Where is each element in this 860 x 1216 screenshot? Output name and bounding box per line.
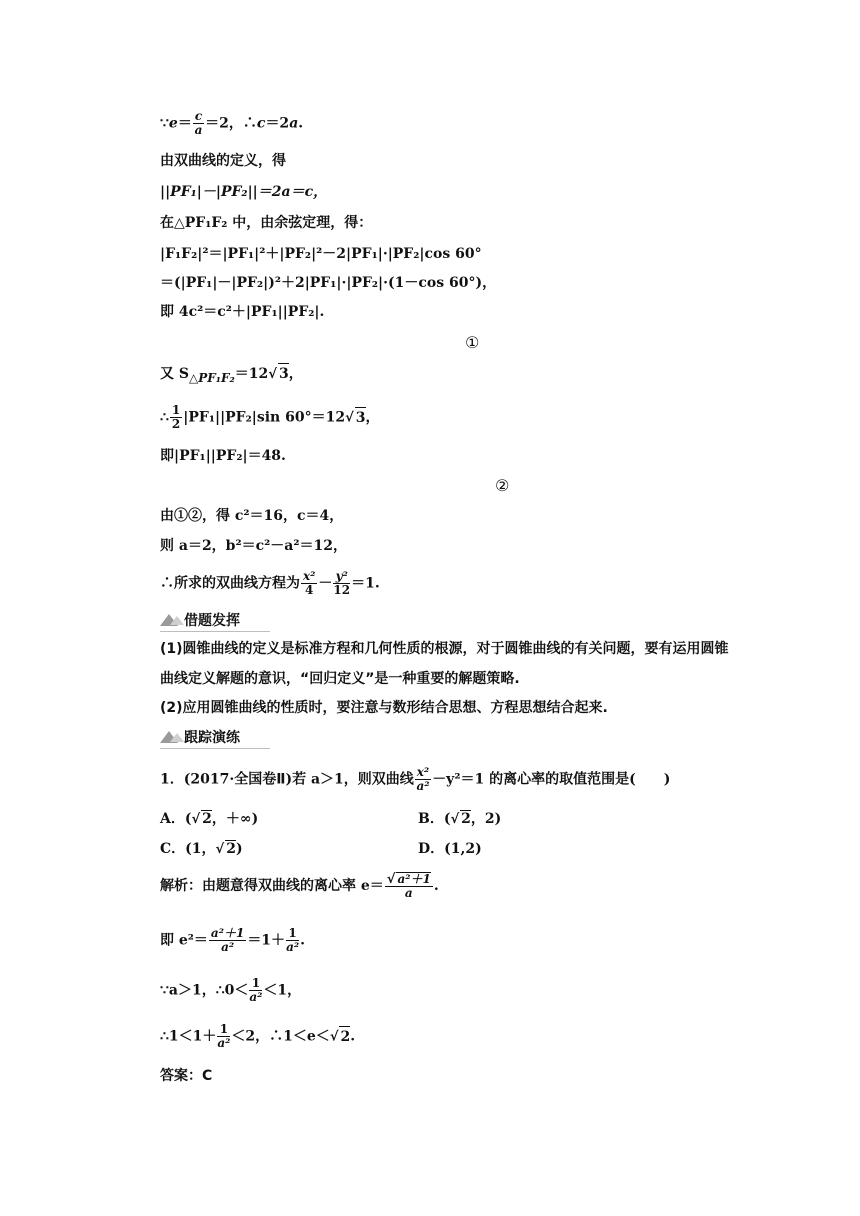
solution-line-1 xyxy=(160,110,303,137)
source-label: 全国卷Ⅱ xyxy=(234,771,286,788)
text: ∴所求的双曲线方程为 xyxy=(160,575,300,592)
text: ， xyxy=(288,366,303,382)
equation-marker-1: ① xyxy=(465,333,480,352)
fraction xyxy=(217,1023,230,1050)
denominator: a² xyxy=(416,779,430,793)
fraction xyxy=(209,927,246,954)
fraction xyxy=(385,872,433,900)
radicand: 2 xyxy=(339,1026,350,1047)
solution-line-9 xyxy=(160,404,380,431)
solution-line-10: 即|PF₁||PF₂|＝48. xyxy=(160,448,286,464)
question-stem xyxy=(160,766,670,793)
text: C．(1， xyxy=(160,841,216,857)
denominator: a xyxy=(194,123,203,137)
text: ＝2 xyxy=(265,115,290,132)
text: 即 e²＝ xyxy=(160,932,208,949)
numerator: c xyxy=(194,109,203,123)
solution-line-8 xyxy=(160,363,303,385)
text: c xyxy=(256,115,266,132)
sqrt-sign: √ xyxy=(345,410,354,426)
numerator: x² xyxy=(416,765,430,779)
triangle-icon xyxy=(160,731,178,743)
denominator: a² xyxy=(249,990,263,1004)
subscript: △PF₁F₂ xyxy=(188,370,235,385)
solution-line-2: 由双曲线的定义，得 xyxy=(160,153,286,169)
solution-line-12: 则 a＝2，b²＝c²－a²＝12， xyxy=(160,538,347,554)
text: B．( xyxy=(418,811,451,827)
note-paragraph-1: (1)圆锥曲线的定义是标准方程和几何性质的根源，对于圆锥曲线的有关问题，要有运用圆锥曲线定义解题的意识，“回归定义”是一种重要的解题策略. xyxy=(160,641,729,687)
analysis-line-2 xyxy=(160,927,305,954)
text: ＜1， xyxy=(263,982,302,999)
solution-line-13 xyxy=(160,570,380,597)
triangle-icon xyxy=(160,614,178,626)
text: ＝1＋ xyxy=(247,932,286,949)
numerator: 1 xyxy=(217,1023,230,1037)
section-header-practice xyxy=(160,727,240,747)
text: |PF₁||PF₂|sin 60°＝12 xyxy=(183,409,346,426)
denominator: 12 xyxy=(333,583,351,597)
fraction xyxy=(415,766,431,793)
radicand: 2 xyxy=(202,811,212,827)
text: ， xyxy=(365,409,380,426)
sqrt-sign: √ xyxy=(191,812,201,827)
numerator: 1 xyxy=(286,927,299,941)
text: ∴ xyxy=(160,409,169,426)
fraction xyxy=(249,977,262,1004)
numerator: a²＋1 xyxy=(210,926,245,940)
solution-line-3: ||PF₁|－|PF₂||＝2a＝c， xyxy=(160,184,328,200)
text: ＝2，∴ xyxy=(205,115,257,132)
numerator: 1 xyxy=(249,977,262,991)
answer-line: 答案：C xyxy=(160,1068,213,1084)
fraction xyxy=(170,404,182,431)
section-title: 借题发挥 xyxy=(184,613,240,629)
text: . xyxy=(433,878,439,894)
section-divider xyxy=(160,748,270,749)
analysis-line-3 xyxy=(160,977,301,1004)
text: 又 S xyxy=(160,366,189,382)
radicand: 2 xyxy=(461,811,471,827)
equation-marker-2: ② xyxy=(495,476,510,495)
text: )若 a＞1，则双曲线 xyxy=(285,771,414,788)
analysis-line-4 xyxy=(160,1023,355,1050)
analysis-label: 解析： xyxy=(160,878,202,894)
numerator: 1 xyxy=(171,403,181,417)
sqrt-sign: √ xyxy=(215,842,225,857)
text: 由题意得双曲线的离心率 e＝ xyxy=(202,878,384,894)
text: ＝ xyxy=(177,115,192,132)
text: . xyxy=(298,115,304,132)
note-paragraph-2: (2)应用圆锥曲线的性质时，要注意与数形结合思想、方程思想结合起来. xyxy=(160,700,608,716)
solution-line-6: ＝(|PF₁|－|PF₂|)²＋2|PF₁|·|PF₂|·(1－cos 60°)， xyxy=(160,275,497,291)
fraction xyxy=(301,570,317,597)
text: ∵a＞1，∴0＜ xyxy=(160,982,249,999)
numerator: x² xyxy=(303,569,316,583)
radicand: a²＋1 xyxy=(397,872,431,886)
solution-line-7: 即 4c²＝c²＋|PF₁||PF₂|. xyxy=(160,304,325,320)
sqrt-sign: √ xyxy=(386,872,396,887)
numerator: y² xyxy=(333,570,350,584)
option-c[interactable] xyxy=(160,838,243,858)
denominator: 2 xyxy=(171,417,181,431)
sqrt-sign: √ xyxy=(329,1029,339,1045)
text: ＝1. xyxy=(351,575,380,592)
section-divider xyxy=(160,631,270,632)
fraction xyxy=(286,927,299,954)
solution-line-4: 在△PF₁F₂ 中，由余弦定理，得： xyxy=(160,215,373,231)
text: A．( xyxy=(160,811,192,827)
solution-line-11: 由①②，得 c²＝16，c＝4， xyxy=(160,508,344,524)
text: ) xyxy=(235,841,243,857)
solution-line-5: |F₁F₂|²＝|PF₁|²＋|PF₂|²－2|PF₁|·|PF₂|cos 60° xyxy=(160,246,482,262)
radicand: 3 xyxy=(278,363,289,384)
text: 1．(2017· xyxy=(160,771,235,788)
text: ＝12 xyxy=(234,366,269,382)
denominator: 4 xyxy=(305,583,314,597)
radicand: 3 xyxy=(355,407,366,428)
text: ，2) xyxy=(470,811,502,827)
radicand: 2 xyxy=(226,841,236,857)
text: ∴1＜1＋ xyxy=(160,1028,217,1045)
denominator: a² xyxy=(286,940,300,954)
option-d[interactable]: D．(1,2) xyxy=(418,841,482,857)
text: e xyxy=(168,115,178,132)
text: ＜2，∴1＜e＜ xyxy=(231,1028,330,1045)
denominator: a² xyxy=(217,1036,231,1050)
analysis-line-1 xyxy=(160,872,439,900)
option-b[interactable] xyxy=(418,808,501,828)
fraction xyxy=(333,570,350,597)
text: a xyxy=(289,115,299,132)
text: ，＋∞) xyxy=(211,811,259,827)
sqrt-sign: √ xyxy=(450,812,460,827)
denominator: a xyxy=(404,886,413,900)
section-title: 跟踪演练 xyxy=(184,730,240,746)
denominator: a² xyxy=(221,940,235,954)
text: . xyxy=(350,1028,356,1045)
option-a[interactable] xyxy=(160,808,258,828)
text: －y²＝1 的离心率的取值范围是( ) xyxy=(432,771,671,788)
sqrt-sign: √ xyxy=(268,367,277,382)
text: － xyxy=(318,575,333,592)
text: . xyxy=(300,932,305,949)
numerator xyxy=(385,872,433,887)
text: ∵ xyxy=(160,115,169,132)
fraction xyxy=(193,110,204,137)
section-header-insight xyxy=(160,610,240,630)
